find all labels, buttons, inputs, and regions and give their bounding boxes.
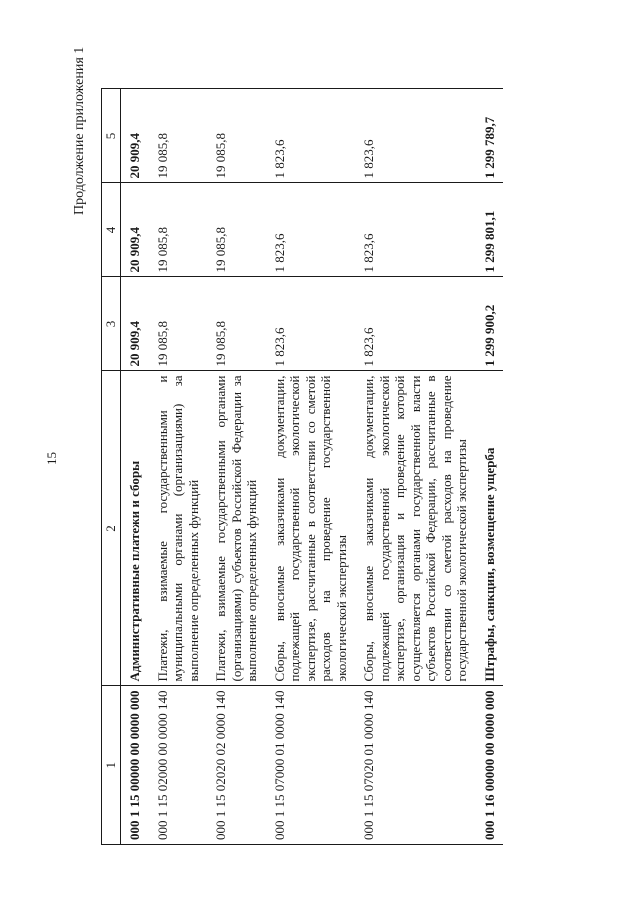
table-row xyxy=(149,89,208,845)
row-name: Административные платежи и сборы xyxy=(121,371,149,686)
row-code: 000 1 15 02020 02 0000 140 xyxy=(207,686,266,845)
row-code: 000 1 15 00000 00 0000 000 xyxy=(121,686,149,845)
row-value-col5: 19 085,8 xyxy=(149,89,208,183)
table-row xyxy=(355,89,476,845)
row-value-col3: 20 909,4 xyxy=(121,277,149,371)
row-code: 000 1 15 07020 01 0000 140 xyxy=(355,686,476,845)
row-value-col4: 19 085,8 xyxy=(149,183,208,277)
row-code: 000 1 15 02000 00 0000 140 xyxy=(149,686,208,845)
table-row xyxy=(266,89,356,845)
revenue-table xyxy=(101,89,503,846)
header-row xyxy=(102,89,121,845)
row-value-col5: 1 299 789,7 xyxy=(476,89,504,183)
table-row xyxy=(207,89,266,845)
table-row xyxy=(121,89,149,845)
row-value-col3: 19 085,8 xyxy=(207,277,266,371)
row-code: 000 1 16 00000 00 0000 000 xyxy=(476,686,504,845)
row-name: Платежи, взимаемые государственными органами (организациями) субъектов Российской Федерации за выполнение определенных функций xyxy=(207,371,266,686)
table-body xyxy=(121,89,504,845)
header-col-5: 5 xyxy=(102,89,121,183)
row-value-col3: 1 299 900,2 xyxy=(476,277,504,371)
header-col-2: 2 xyxy=(102,371,121,686)
row-code: 000 1 15 07000 01 0000 140 xyxy=(266,686,356,845)
row-value-col4: 1 299 801,1 xyxy=(476,183,504,277)
row-name: Платежи, взимаемые государственными и муниципальными органами (организациями) за выполнение определенных функций xyxy=(149,371,208,686)
row-value-col3: 1 823,6 xyxy=(266,277,356,371)
header-col-3: 3 xyxy=(102,277,121,371)
row-value-col5: 20 909,4 xyxy=(121,89,149,183)
page-number: 15 xyxy=(44,452,59,465)
continuation-caption: Продолжение приложения 1 xyxy=(72,46,87,215)
row-name: Сборы, вносимые заказчиками документации, подлежащей государственной экологической экспертизе, организация и проведение которой осуществляется органами государственной власти субъектов Российской Федерации, рассчитанные в соответствии со сметой расходов на проведение государственной экологической экспертизы xyxy=(355,371,476,686)
table-row xyxy=(476,89,504,845)
row-value-col4: 1 823,6 xyxy=(355,183,476,277)
header-col-4: 4 xyxy=(102,183,121,277)
row-value-col5: 1 823,6 xyxy=(355,89,476,183)
row-value-col4: 19 085,8 xyxy=(207,183,266,277)
row-name: Сборы, вносимые заказчиками документации, подлежащей государственной экологической экспертизе, рассчитанные в соответствии со сметой расходов на проведение государственной экологической экспертизы xyxy=(266,371,356,686)
row-value-col5: 19 085,8 xyxy=(207,89,266,183)
header-col-1: 1 xyxy=(102,686,121,845)
row-value-col3: 1 823,6 xyxy=(355,277,476,371)
row-value-col3: 19 085,8 xyxy=(149,277,208,371)
row-name: Штрафы, санкции, возмещение ущерба xyxy=(476,371,504,686)
row-value-col5: 1 823,6 xyxy=(266,89,356,183)
row-value-col4: 1 823,6 xyxy=(266,183,356,277)
row-value-col4: 20 909,4 xyxy=(121,183,149,277)
